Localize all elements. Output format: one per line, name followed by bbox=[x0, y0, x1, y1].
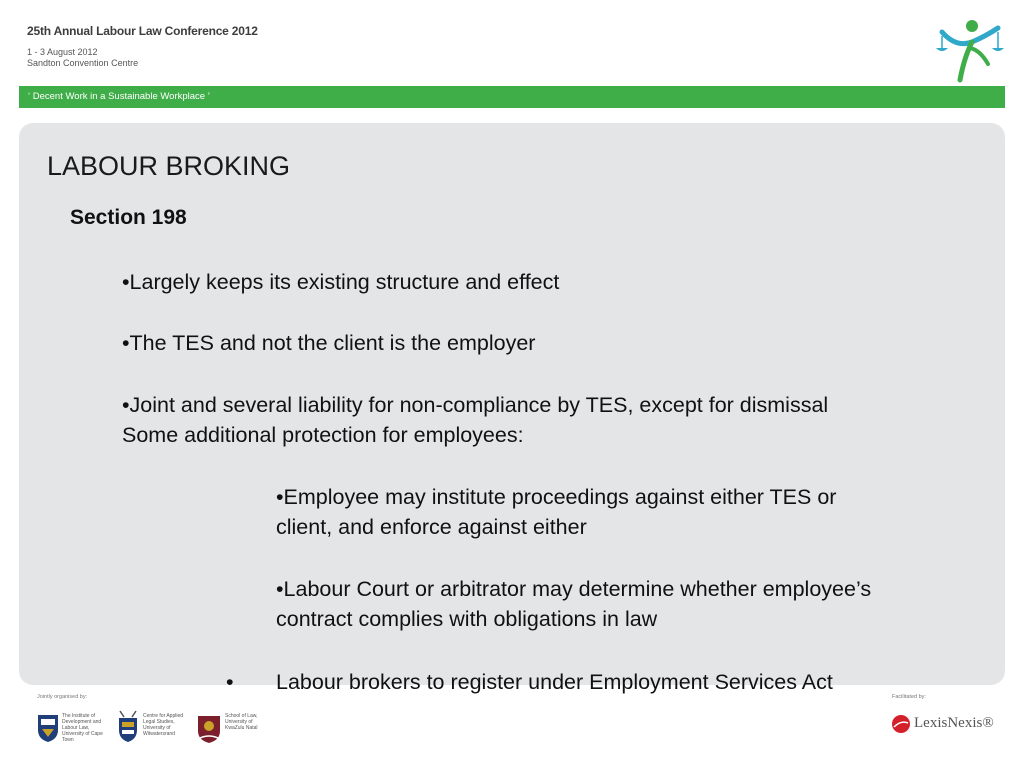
conference-title: 25th Annual Labour Law Conference 2012 bbox=[27, 24, 258, 38]
conference-header bbox=[27, 24, 258, 69]
ukzn-crest-icon bbox=[196, 712, 222, 744]
final-point: Labour brokers to register under Employment Services Act bbox=[276, 670, 833, 694]
organised-by-label: Jointly organised by: bbox=[37, 694, 88, 700]
slide-title: LABOUR BROKING bbox=[47, 151, 291, 181]
sponsor-name: LexisNexis® bbox=[914, 715, 994, 731]
section-heading: Section 198 bbox=[70, 206, 187, 229]
lexisnexis-logo bbox=[891, 712, 994, 736]
sub-bullet-line: •Labour Court or arbitrator may determine whether employee’s bbox=[276, 577, 872, 601]
institution-name: Centre for Applied Legal Studies, University of Witwatersrand bbox=[143, 713, 184, 737]
tagline-banner: ‘ Decent Work in a Sustainable Workplace ’ bbox=[19, 86, 1005, 108]
sub-bullet-line: •Employee may institute proceedings against either TES or bbox=[276, 485, 837, 509]
sub-bullet-line: contract complies with obligations in law bbox=[276, 607, 658, 631]
conference-logo-icon bbox=[936, 18, 1006, 84]
facilitated-by-label: Facilitated by: bbox=[892, 694, 926, 700]
bullet-marker: • bbox=[226, 670, 234, 694]
institution-name: The Institute of Development and Labour Law, University of Cape Town bbox=[62, 713, 103, 743]
conference-dates: 1 - 3 August 2012 bbox=[27, 47, 98, 57]
bullet-point: •Joint and several liability for non-compliance by TES, except for dismissal bbox=[122, 393, 829, 417]
uct-crest-icon bbox=[37, 713, 59, 743]
institution-name: School of Law, University of KwaZulu Natal bbox=[225, 713, 258, 731]
lexisnexis-globe-icon bbox=[891, 714, 911, 734]
bullet-point: •The TES and not the client is the employer bbox=[122, 331, 536, 355]
sub-bullet-line: client, and enforce against either bbox=[276, 515, 587, 539]
wits-crest-icon bbox=[116, 709, 140, 743]
bullet-point: Some additional protection for employees: bbox=[122, 423, 524, 447]
conference-details bbox=[27, 47, 258, 69]
conference-venue: Sandton Convention Centre bbox=[27, 58, 139, 68]
bullet-point: •Largely keeps its existing structure and effect bbox=[122, 270, 560, 294]
